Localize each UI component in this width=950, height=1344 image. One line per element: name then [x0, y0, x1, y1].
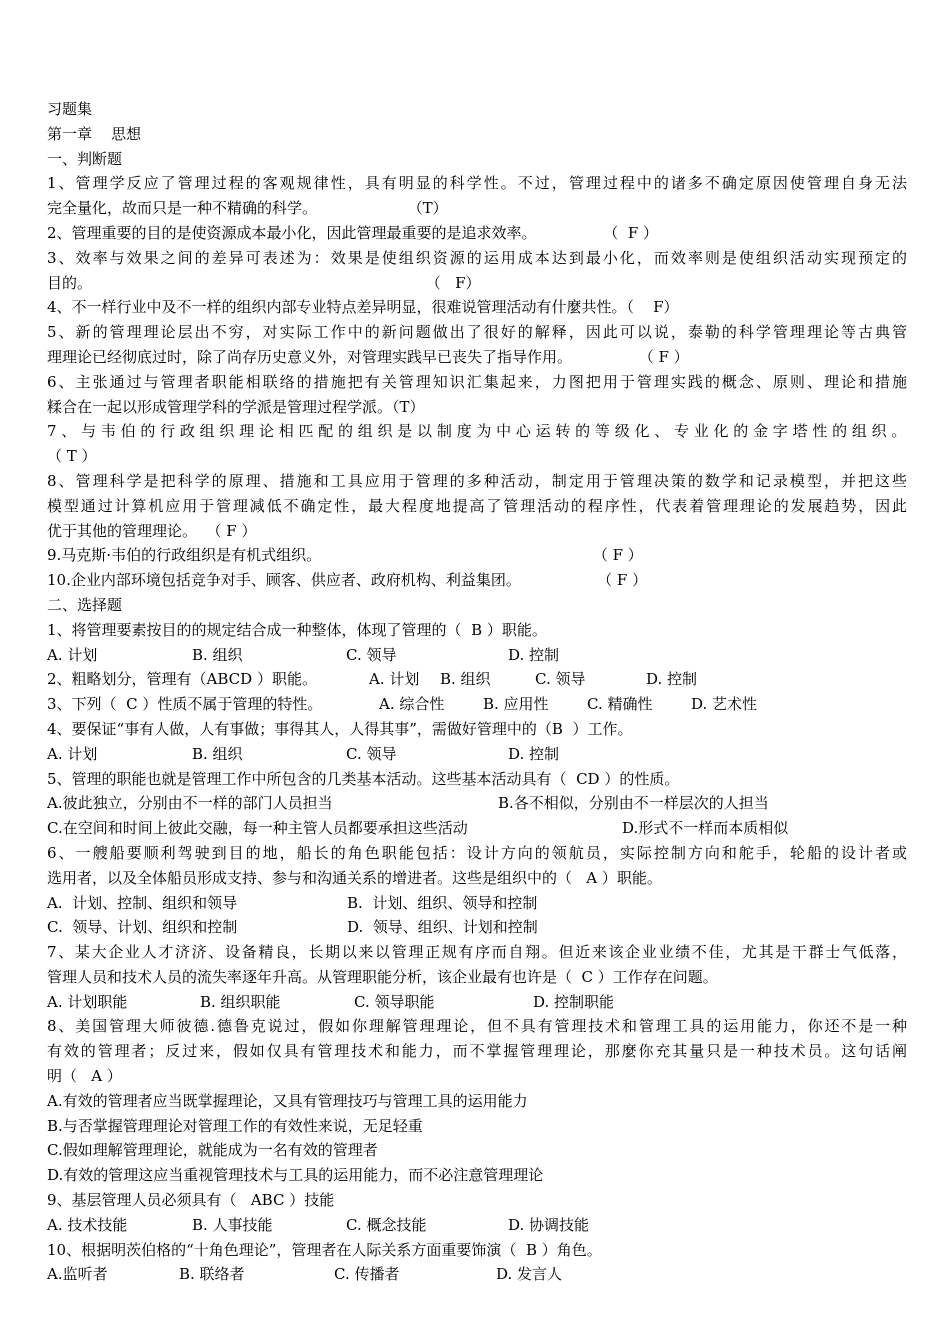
option-b: B. 组织: [192, 744, 243, 763]
question-3: [47, 692, 907, 717]
question-8-line: 明（ A ）: [47, 1067, 122, 1086]
judge-line: 8、管理科学是把科学的原理、措施和工具应用于管理的多种活动，制定用于管理决策的数学和记录模型，并把这些: [47, 471, 907, 490]
judge-line: 1、管理学反应了管理过程的客观规律性，具有明显的科学性。不过，管理过程中的诸多不确定原因使管理自身无法: [47, 174, 907, 193]
question-8-line: 有效的管理者；反过来，假如仅具有管理技术和能力，而不掌握管理理论，那麼你充其量只是一种技术员。这句话阐: [47, 1042, 907, 1061]
judge-item-6: [47, 370, 907, 420]
judge-item-10: [47, 568, 907, 593]
question-8-line: 8、美国管理大师彼德.德鲁克说过，假如你理解管理理论，但不具有管理技术和管理工具的运用能力，你还不是一种: [47, 1017, 907, 1036]
option-c: C. 精确性: [587, 695, 653, 714]
question-6-options-row2: [47, 915, 907, 940]
option-d: D.有效的管理这应当重视管理技术与工具的运用能力，而不必注意管理理论: [47, 1166, 544, 1185]
option-d: D. 艺术性: [691, 695, 758, 714]
option-c: C. 领导: [535, 670, 586, 689]
option-b: B.各不相似，分别由不一样层次的人担当: [498, 794, 769, 813]
judge-item-5: [47, 320, 907, 370]
option-c: C. 领导: [346, 645, 397, 664]
question-4: 4、要保证“事有人做，人有事做；事得其人，人得其事”，需做好管理中的（B ）工作。: [47, 719, 633, 738]
option-a: A.有效的管理者应当既掌握理论，又具有管理技巧与管理工具的运用能力: [47, 1091, 528, 1110]
option-a: A. 计划: [369, 670, 420, 689]
option-a: A. 技术技能: [47, 1215, 128, 1234]
judge-item-1: [47, 171, 907, 221]
judge-line: 6、主张通过与管理者职能相联络的措施把有关管理知识汇集起来，力图把用于管理实践的概念、原则、理论和措施: [47, 372, 907, 391]
judge-line: 模型通过计算机应用于管理减低不确定性，最大程度地提高了管理活动的程序性，代表着管理理论的发展趋势，因此: [47, 496, 907, 515]
option-b: B. 应用性: [483, 695, 549, 714]
judge-item-3: [47, 246, 907, 296]
question-2: [47, 667, 907, 692]
judge-line: 完全量化，故而只是一种不精确的科学。 （T）: [47, 199, 448, 218]
question-6-line: 选用者，以及全体船员形成支持、参与和沟通关系的增进者。这些是组织中的（ A ）职能。: [47, 868, 662, 887]
option-b: B. 联络者: [179, 1265, 245, 1284]
judge-line: 5、新的管理理论层出不穷，对实际工作中的新问题做出了很好的解释，因此可以说，泰勒的科学管理理论等古典管: [47, 323, 907, 342]
judge-item-2: [47, 221, 907, 246]
question-10: 10、根据明茨伯格的“十角色理论”，管理者在人际关系方面重要饰演（ B ）角色。: [47, 1240, 602, 1259]
option-d: D.形式不一样而本质相似: [622, 819, 789, 838]
section-heading-choice: 二、选择题: [47, 595, 123, 614]
option-c: C.假如理解管理理论，就能成为一名有效的管理者: [47, 1141, 378, 1160]
option-b: B. 计划、组织、领导和控制: [347, 893, 538, 912]
doc-title: 习题集: [47, 100, 93, 118]
judge-item-9: [47, 543, 907, 568]
question-1: 1、将管理要素按目的的规定结合成一种整体，体现了管理的（ B ）职能。: [47, 620, 547, 639]
chapter-heading: 第一章 思想: [47, 124, 142, 143]
question-1-options: [47, 643, 907, 668]
question-7-line: 7、某大企业人才济济、设备精良，长期以来以管理正规有序而自翔。但近来该企业业绩不佳，尤其是干群士气低落，: [47, 943, 907, 962]
option-c: C. 传播者: [334, 1265, 400, 1284]
judge-line: 3、效率与效果之间的差异可表述为：效果是使组织资源的运用成本达到最小化，而效率则是使组织活动实现预定的: [47, 248, 907, 267]
question-4-options: [47, 742, 907, 767]
judge-line: 2、管理重要的目的是使资源成本最小化，因此管理最重要的是追求效率。 （ F ）: [47, 223, 659, 242]
option-c: C. 领导: [346, 744, 397, 763]
judge-item-8: [47, 469, 907, 543]
option-d: D. 协调技能: [508, 1215, 590, 1234]
option-d: D. 发言人: [496, 1265, 563, 1284]
option-d: D. 控制: [646, 670, 698, 689]
option-b: B. 组织: [192, 645, 243, 664]
option-c: C. 领导职能: [354, 992, 435, 1011]
question-7-options: [47, 990, 907, 1015]
option-a: A.监听者: [47, 1265, 108, 1284]
option-c: C. 概念技能: [346, 1215, 427, 1234]
document-page: [47, 97, 907, 1287]
option-b: B. 组织职能: [200, 992, 281, 1011]
question-6-line: 6、一艘船要顺利驾驶到目的地，船长的角色职能包括：设计方向的领航员，实际控制方向和舵手，轮船的设计者或: [47, 843, 907, 862]
question-9: 9、基层管理人员必须具有（ ABC ）技能: [47, 1191, 335, 1210]
question-5-options-row1: [47, 791, 907, 816]
judge-line: （ T ）: [47, 447, 97, 466]
judge-line: 糅合在一起以形成管理学科的学派是管理过程学派。（T）: [47, 397, 425, 416]
section-heading-judge: 一、判断题: [47, 149, 123, 168]
judge-line: 7、与韦伯的行政组织理论相匹配的组织是以制度为中心运转的等级化、专业化的金字塔性的组织。: [47, 422, 907, 441]
option-a: A. 计划职能: [47, 992, 128, 1011]
question-7-line: 管理人员和技术人员的流失率逐年升高。从管理职能分析，该企业最有也许是（ C ）工作存在问题。: [47, 967, 718, 986]
option-b: B.与否掌握管理理论对管理工作的有效性来说，无足轻重: [47, 1116, 423, 1135]
question-3-text: 3、下列（ C ）性质不属于管理的特性。: [47, 695, 323, 714]
judge-line: 目的。 （ F）: [47, 273, 481, 292]
question-9-options: [47, 1213, 907, 1238]
judge-line: 优于其他的管理理论。 （ F ）: [47, 521, 257, 540]
option-a: A.彼此独立，分别由不一样的部门人员担当: [47, 794, 333, 813]
question-5: 5、管理的职能也就是管理工作中所包含的几类基本活动。这些基本活动具有（ CD ）的性质。: [47, 769, 680, 788]
question-2-text: 2、粗略划分，管理有（ABCD ）职能。: [47, 670, 317, 689]
option-d: D. 控制: [508, 645, 560, 664]
option-b: B. 组织: [440, 670, 491, 689]
judge-item-4: [47, 295, 907, 320]
question-6-options-row1: [47, 891, 907, 916]
option-d: D. 控制职能: [533, 992, 615, 1011]
judge-line: 4、不一样行业中及不一样的组织内部专业特点差异明显，很难说管理活动有什麼共性。（ F）: [47, 298, 679, 317]
option-a: A. 综合性: [379, 695, 445, 714]
option-a: A. 计划: [47, 744, 98, 763]
option-a: A. 计划、控制、组织和领导: [47, 893, 238, 912]
judge-line: 9.马克斯·韦伯的行政组织是有机式组织。 （ F ）: [47, 546, 643, 565]
judge-item-7: [47, 419, 907, 469]
judge-line: 10.企业内部环境包括竞争对手、顾客、供应者、政府机构、利益集团。 （ F ）: [47, 571, 648, 590]
option-d: D. 控制: [508, 744, 560, 763]
judge-line: 理理论已经彻底过时，除了尚存历史意义外，对管理实践早已丧失了指导作用。 （ F ）: [47, 347, 689, 366]
question-10-options: [47, 1262, 907, 1287]
option-a: A. 计划: [47, 645, 98, 664]
option-b: B. 人事技能: [192, 1215, 273, 1234]
question-5-options-row2: [47, 816, 907, 841]
option-c: C. 领导、计划、组织和控制: [47, 918, 238, 937]
option-d: D. 领导、组织、计划和控制: [347, 918, 538, 937]
option-c: C.在空间和时间上彼此交融，每一种主管人员都要承担这些活动: [47, 819, 468, 838]
